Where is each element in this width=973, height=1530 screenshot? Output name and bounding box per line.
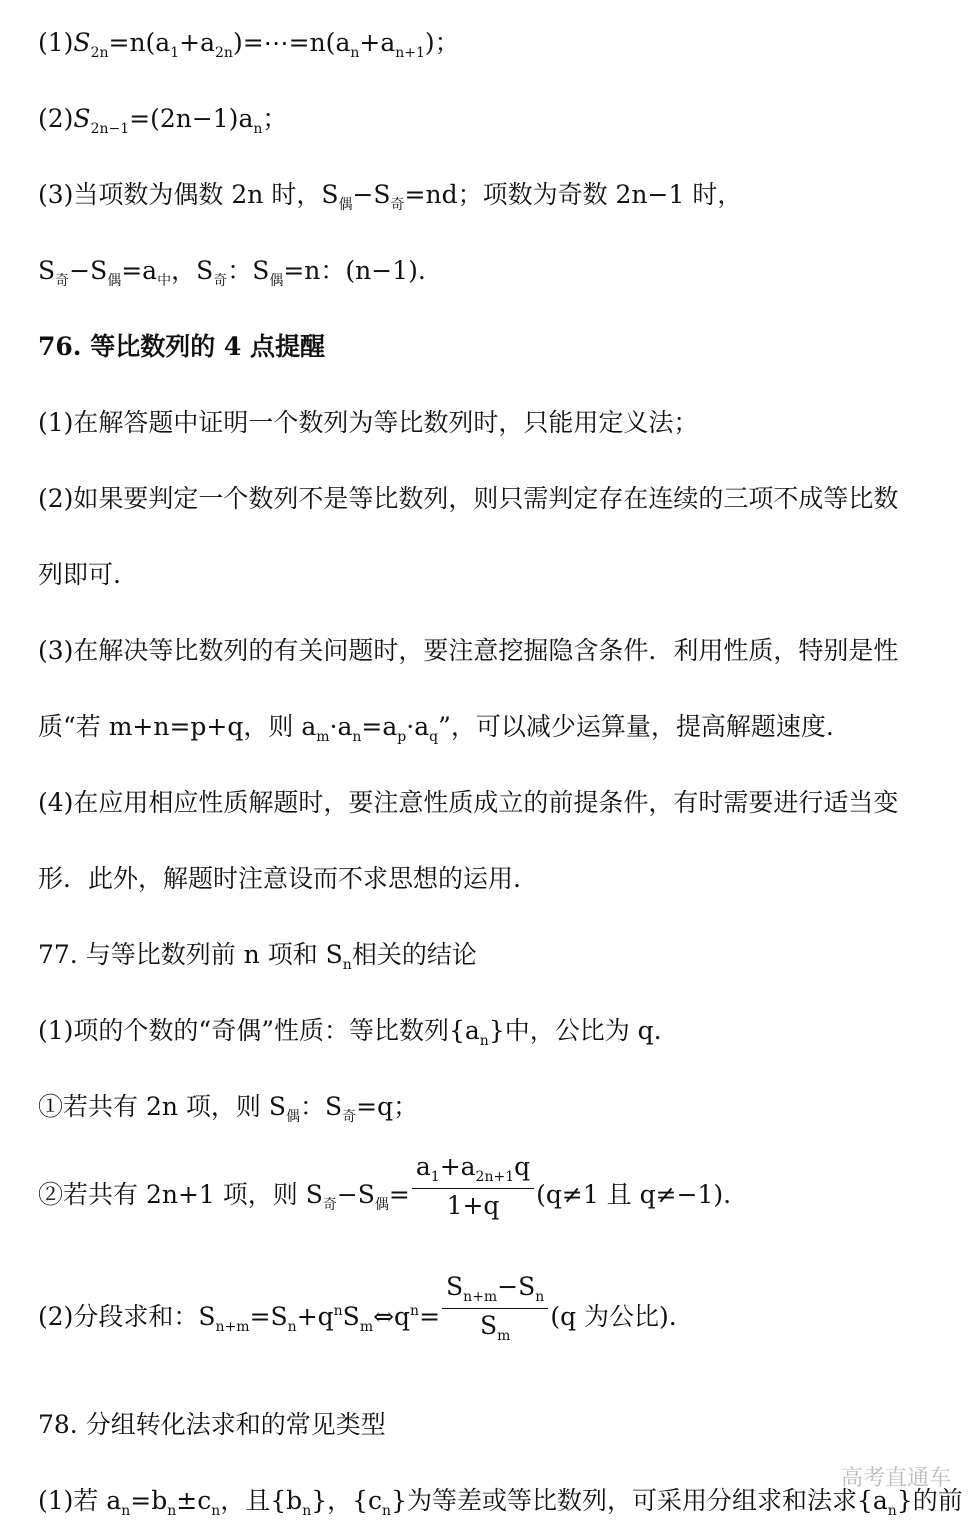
t: 1 xyxy=(430,1169,440,1185)
t: n+m xyxy=(463,1289,498,1305)
t: (q≠1 且 q≠−1). xyxy=(536,1180,732,1209)
t: =nd；项数为奇数 2n−1 时， xyxy=(404,180,743,209)
t: ：S xyxy=(299,1092,343,1121)
t: S xyxy=(73,28,91,57)
t: m xyxy=(359,1319,374,1335)
t: (2)分段求和：S xyxy=(38,1302,216,1331)
t: ·a xyxy=(329,712,353,741)
t: n xyxy=(382,1503,392,1519)
t: ：S xyxy=(227,256,270,285)
t: −S xyxy=(69,256,108,285)
fraction xyxy=(442,1270,548,1347)
t: =(2n−1)a xyxy=(129,104,254,133)
t: )； xyxy=(424,28,460,57)
t: n xyxy=(253,121,263,137)
t: n xyxy=(479,1033,489,1049)
paragraph-76-4-cont: 形．此外，解题时注意设而不求思想的运用. xyxy=(38,864,521,893)
t: 2n+1 xyxy=(475,1169,515,1185)
t: (1) xyxy=(38,28,74,57)
t: n xyxy=(887,1503,897,1519)
t: 奇 xyxy=(55,273,70,289)
t: n+1 xyxy=(395,45,425,61)
t: (1)若 a xyxy=(38,1486,122,1515)
formula-line-2 xyxy=(38,102,935,140)
t: n xyxy=(167,1503,177,1519)
fraction xyxy=(412,1150,534,1223)
paragraph-76-2: (2)如果要判定一个数列不是等比数列，则只需判定存在连续的三项不成等比数 xyxy=(38,484,899,513)
paragraph-78-1 xyxy=(38,1484,963,1522)
t: ”，可以减少运算量，提高解题速度. xyxy=(438,712,834,741)
t: 2n−1 xyxy=(90,121,130,137)
t: 相关的结论 xyxy=(351,940,477,969)
t: =n：(n−1). xyxy=(283,256,426,285)
t: 偶 xyxy=(107,273,122,289)
paragraph-76-1: (1)在解答题中证明一个数列为等比数列时，只能用定义法； xyxy=(38,408,699,437)
t: 偶 xyxy=(285,1109,300,1125)
t: +a xyxy=(179,28,215,57)
t: 偶 xyxy=(269,273,284,289)
paragraph-77-2 xyxy=(38,1272,935,1347)
paragraph-76-3: (3)在解决等比数列的有关问题时，要注意挖掘隐含条件．利用性质，特别是性 xyxy=(38,636,899,665)
t: S xyxy=(38,256,56,285)
t: a xyxy=(415,1152,431,1181)
t: ，S xyxy=(171,256,214,285)
t: 奇 xyxy=(342,1109,357,1125)
t: =q； xyxy=(356,1092,419,1121)
paragraph-77-1 xyxy=(38,1014,935,1052)
t: ⇔q xyxy=(373,1302,411,1331)
t: −S xyxy=(336,1180,375,1209)
t: =n(a xyxy=(108,28,171,57)
t: 1 xyxy=(170,45,180,61)
t: 偶 xyxy=(374,1197,389,1213)
t: }的前 xyxy=(896,1486,963,1515)
fraction-denominator: 1+q xyxy=(446,1191,500,1220)
t: (2) xyxy=(38,104,74,133)
t: =b xyxy=(130,1486,168,1515)
t: +a xyxy=(439,1152,476,1181)
t: (q 为公比). xyxy=(550,1302,677,1331)
t: +a xyxy=(359,28,396,57)
t: S xyxy=(342,1302,360,1331)
t: 偶 xyxy=(338,197,353,213)
paragraph-76-2-cont: 列即可. xyxy=(38,560,121,589)
t: n xyxy=(121,1503,131,1519)
t: = xyxy=(419,1302,441,1331)
paragraph-76-4: (4)在应用相应性质解题时，要注意性质成立的前提条件，有时需要进行适当变 xyxy=(38,788,899,817)
t: 中 xyxy=(157,273,172,289)
section-heading-77 xyxy=(38,938,935,976)
t: ②若共有 2n+1 项，则 S xyxy=(38,1180,323,1209)
t: =a xyxy=(361,712,398,741)
t: =a xyxy=(121,256,158,285)
t: n xyxy=(535,1289,545,1305)
t: p xyxy=(397,729,407,745)
section-heading-78: 78. 分组转化法求和的常见类型 xyxy=(38,1410,386,1439)
t: ①若共有 2n 项，则 S xyxy=(38,1092,286,1121)
watermark: 高考直通车 xyxy=(840,1466,951,1491)
t: 质“若 m+n=p+q，则 a xyxy=(38,712,317,741)
t: 奇 xyxy=(322,1197,337,1213)
t: =S xyxy=(249,1302,288,1331)
t: −S xyxy=(352,180,391,209)
formula-line-4 xyxy=(38,254,935,292)
t: }，{c xyxy=(311,1486,383,1515)
t: n+m xyxy=(215,1319,250,1335)
t: m xyxy=(497,1328,511,1344)
t: }中，公比为 q. xyxy=(488,1016,662,1045)
paragraph-76-3-cont xyxy=(38,710,935,748)
t: 2n xyxy=(90,45,109,61)
t: n xyxy=(333,1303,343,1319)
t: m xyxy=(316,729,330,745)
t: +q xyxy=(296,1302,334,1331)
paragraph-77-1-a xyxy=(38,1090,935,1128)
fraction-numerator xyxy=(442,1270,548,1309)
t: n xyxy=(352,729,362,745)
t: n xyxy=(302,1503,312,1519)
section-heading-76: 76. 等比数列的 4 点提醒 xyxy=(38,332,326,361)
t: 奇 xyxy=(213,273,228,289)
t: q xyxy=(429,729,439,745)
t: ； xyxy=(262,104,288,133)
fraction-numerator xyxy=(412,1150,534,1189)
t: q xyxy=(514,1152,531,1181)
t: n xyxy=(410,1303,420,1319)
t: S xyxy=(446,1272,464,1301)
t: −S xyxy=(497,1272,536,1301)
t: )=⋯=n(a xyxy=(232,28,351,57)
t: 奇 xyxy=(390,197,405,213)
t: }为等差或等比数列，可采用分组求和法求{a xyxy=(391,1486,888,1515)
t: S xyxy=(73,104,91,133)
t: n xyxy=(350,45,360,61)
t: 2n xyxy=(215,45,233,61)
t: ±c xyxy=(176,1486,212,1515)
paragraph-77-1-b xyxy=(38,1152,935,1223)
t: n xyxy=(211,1503,221,1519)
formula-line-1 xyxy=(38,26,935,64)
t: ，且{b xyxy=(220,1486,303,1515)
formula-line-3 xyxy=(38,178,935,216)
t: (1)项的个数的“奇偶”性质：等比数列{a xyxy=(38,1016,480,1045)
t: ·a xyxy=(406,712,430,741)
t: = xyxy=(388,1180,410,1209)
t: S xyxy=(479,1311,498,1340)
t: n xyxy=(342,957,352,973)
t: (3)当项数为偶数 2n 时，S xyxy=(38,180,339,209)
fraction-denominator xyxy=(442,1309,548,1347)
t: n xyxy=(287,1319,297,1335)
t: 77. 与等比数列前 n 项和 S xyxy=(38,940,343,969)
